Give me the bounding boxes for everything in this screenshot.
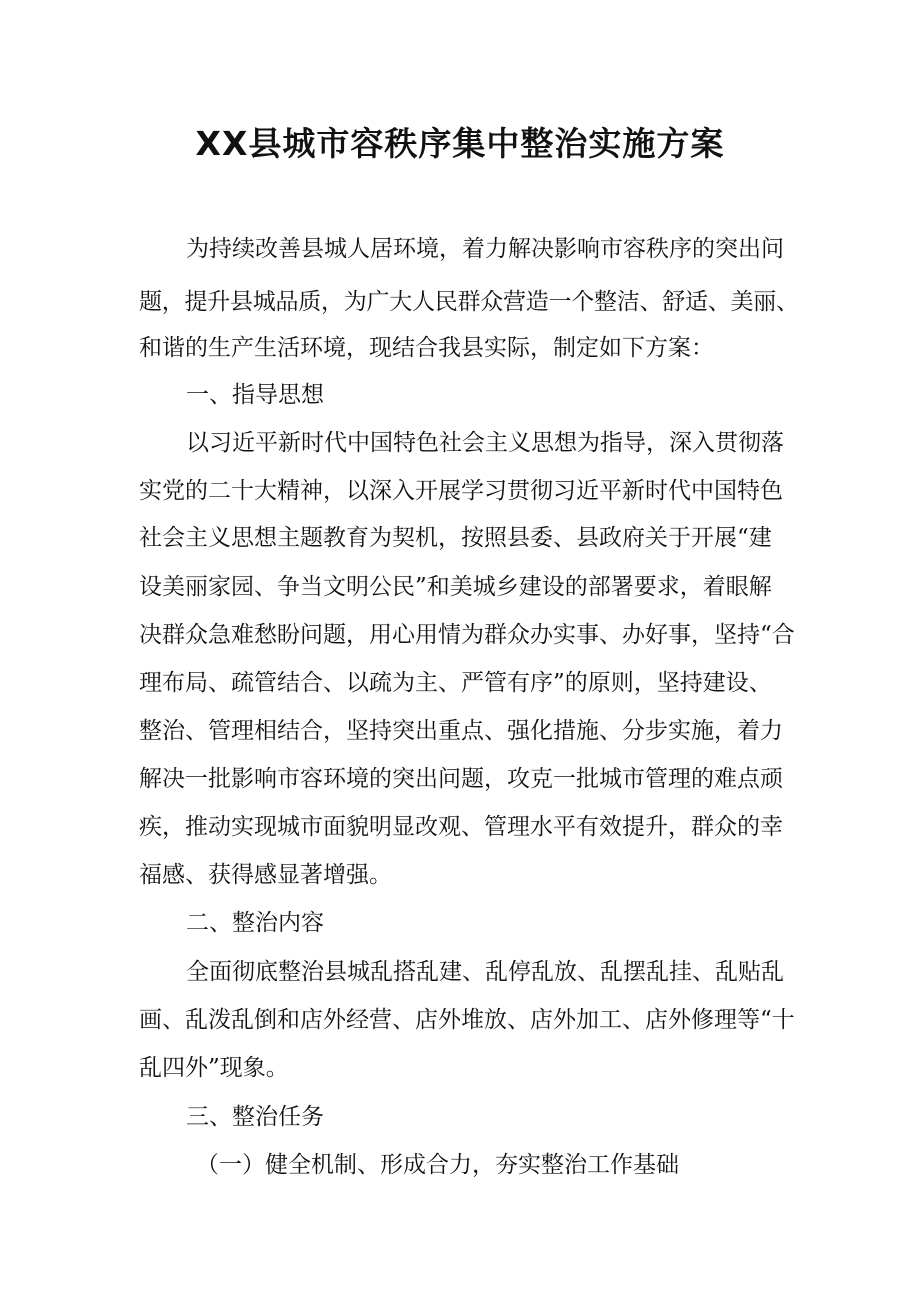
document-title: XX县城市容秩序集中整治实施方案 (195, 124, 725, 163)
subsection-heading: （一）健全机制、形成合力，夯实整治工作基础 (196, 1152, 679, 1178)
paragraph-line: 以习近平新时代中国特色社会主义思想为指导，深入贯彻落 (186, 430, 784, 456)
paragraph-line: 全面彻底整治县城乱搭乱建、乱停乱放、乱摆乱挂、乱贴乱 (186, 959, 784, 985)
paragraph-line: 理布局、疏管结合、以疏为主、严管有序”的原则，坚持建设、 (139, 670, 772, 696)
section-heading: 三、整治任务 (186, 1104, 324, 1130)
section-heading: 一、指导思想 (186, 382, 324, 408)
paragraph-line: 整治、管理相结合，坚持突出重点、强化措施、分步实施，着力 (139, 718, 783, 744)
paragraph-line: 解决一批影响市容环境的突出问题，攻克一批城市管理的难点顽 (139, 766, 783, 792)
paragraph-line: 福感、获得感显著增强。 (139, 862, 392, 888)
paragraph-line: 实党的二十大精神，以深入开展学习贯彻习近平新时代中国特色 (139, 478, 783, 504)
paragraph-line: 为持续改善县城人居环境，着力解决影响市容秩序的突出问 (186, 236, 784, 262)
paragraph-line: 决群众急难愁盼问题，用心用情为群众办实事、办好事，坚持“合 (139, 622, 795, 648)
paragraph-line: 和谐的生产生活环境，现结合我县实际，制定如下方案： (139, 335, 714, 361)
paragraph-line: 乱四外”现象。 (139, 1055, 289, 1081)
paragraph-line: 题，提升县城品质，为广大人民群众营造一个整洁、舒适、美丽、 (139, 289, 799, 315)
paragraph-line: 疾，推动实现城市面貌明显改观、管理水平有效提升，群众的幸 (139, 814, 783, 840)
paragraph-line: 社会主义思想主题教育为契机，按照县委、县政府关于开展“建 (139, 525, 772, 551)
paragraph-line: 设美丽家园、争当文明公民”和美城乡建设的部署要求，着眼解 (139, 574, 772, 600)
section-heading: 二、整治内容 (186, 910, 324, 936)
paragraph-line: 画、乱泼乱倒和店外经营、店外堆放、店外加工、店外修理等“十 (139, 1007, 795, 1033)
